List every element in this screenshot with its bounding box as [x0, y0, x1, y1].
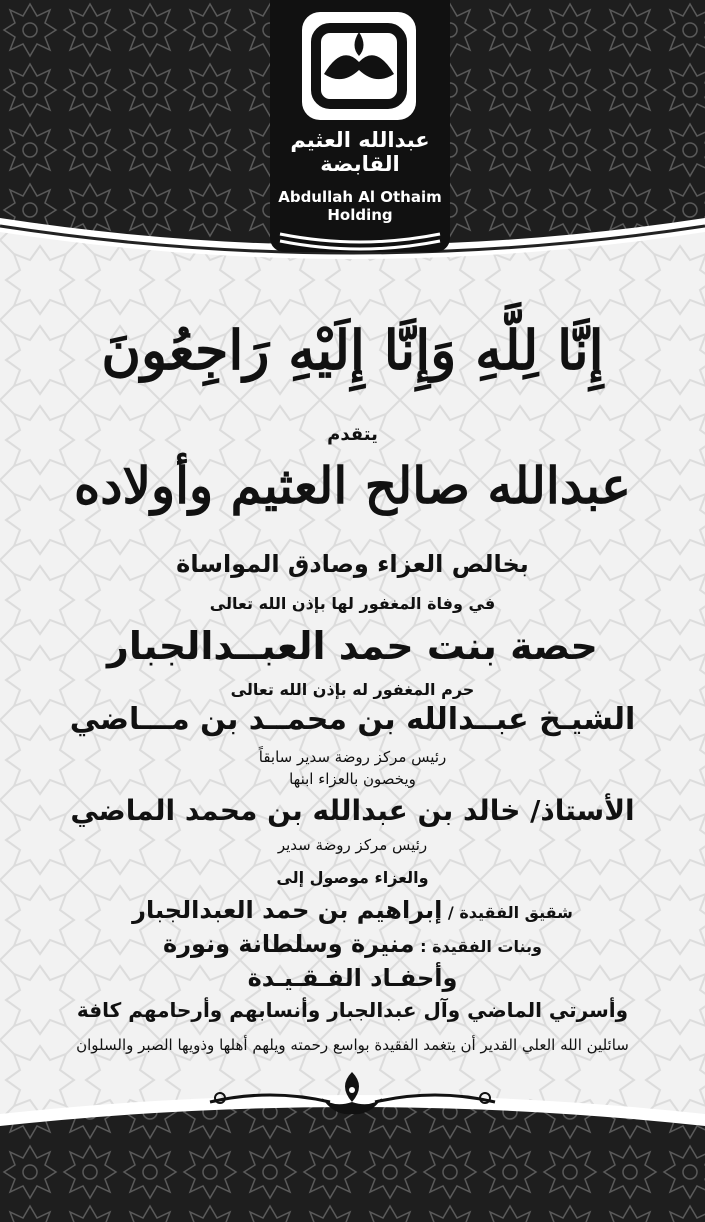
daughters-names: منيرة وسلطانة ونورة — [163, 930, 415, 958]
brother-line — [20, 896, 685, 924]
offers-text: يتقدم — [327, 424, 378, 445]
grandchildren-text: وأحفـاد الفـقـيـدة — [247, 964, 458, 992]
deceased-name: حصة بنت حمد العبــدالجبار — [107, 624, 598, 668]
logo-arabic-line1: عبدالله العثيم — [290, 128, 430, 152]
brother-label: شقيق الفقيدة / — [442, 903, 573, 922]
son-title: رئيس مركز روضة سدير — [277, 836, 428, 854]
husband-name: الشيـخ عبــدالله بن محمــد بن مـــاضي — [69, 702, 636, 737]
quran-verse: إِنَّا لِلَّهِ وَإِنَّا إِلَيْهِ رَاجِعُونَ — [101, 318, 604, 382]
daughters-label: وبنات الفقيدة : — [414, 937, 542, 956]
prayer-text: سائلين الله العلي القدير أن يتغمد الفقيدة بواسع رحمته ويلهم أهلها وذويها الصبر والسلوان — [76, 1036, 629, 1054]
sender-name: عبدالله صالح العثيم وأولاده — [74, 456, 631, 515]
ornament-divider-icon — [200, 1068, 505, 1118]
logo-arabic-line2: القابضة — [320, 152, 400, 176]
husband-title: رئيس مركز روضة سدير سابقاً — [258, 748, 447, 766]
logo-english-line2: Holding — [327, 206, 393, 224]
daughters-line — [20, 930, 685, 958]
son-intro: ويخصون بالعزاء ابنها — [289, 770, 416, 788]
wife-of-text: حرم المغفور له بإذن الله تعالى — [230, 680, 475, 699]
condolence-phrase: بخالص العزاء وصادق المواساة — [176, 550, 529, 578]
death-of-text: في وفاة المغفور لها بإذن الله تعالى — [209, 594, 496, 613]
logo-english-line1: Abdullah Al Othaim — [278, 188, 442, 206]
families-text: وأسرتي الماضي وآل عبدالجبار وأنسابهم وأرحامهم كافة — [76, 998, 629, 1022]
extended-text: والعزاء موصول إلى — [276, 868, 429, 887]
brother-name: إبراهيم بن حمد العبدالجبار — [132, 896, 443, 924]
son-name: الأستاذ/ خالد بن عبدالله بن محمد الماضي — [70, 794, 635, 827]
